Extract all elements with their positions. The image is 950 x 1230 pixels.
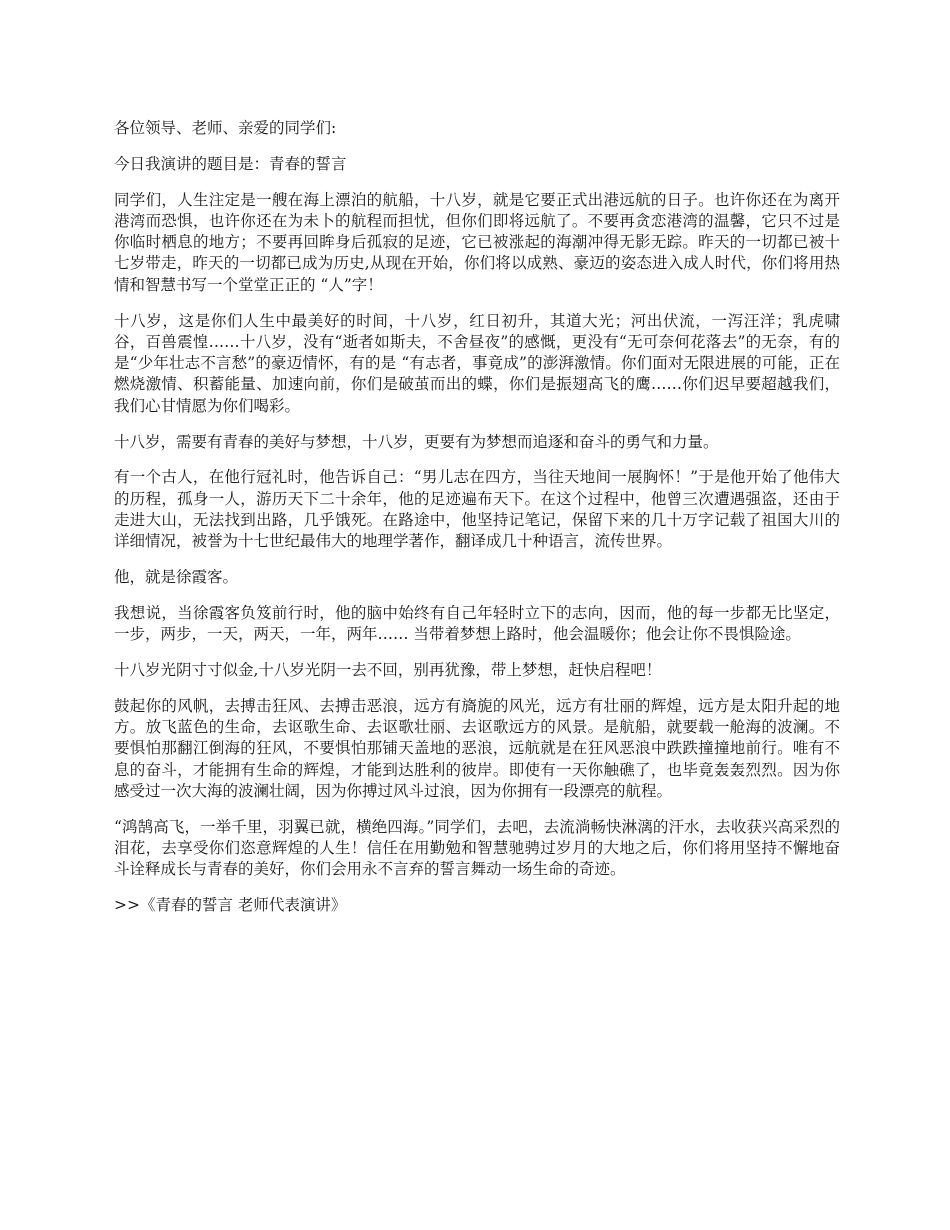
paragraph: 有一个古人，在他行冠礼时，他告诉自己：“男儿志在四方，当往天地间一展胸怀！”于是他开始了他伟大的历程，孤身一人，游历天下二十余年，他的足迹遍布天下。在这个过程中，他曾三次遭遇强盗，还由于走进大山，无法找到出路，几乎饿死。在路途中，他坚持记笔记，保留下来的几十万字记载了祖国大川的详细情况，被誉为十七世纪最伟大的地理学著作，翻译成几十种语言，流传世界。 bbox=[114, 468, 840, 551]
paragraph: 十八岁，这是你们人生中最美好的时间，十八岁，红日初升，其道大光；河出伏流，一泻汪洋；乳虎啸谷，百兽震惶……十八岁，没有“逝者如斯夫，不舍昼夜”的感慨，更没有“无可奈何花落去”的无奈，有的是“少年壮志不言愁”的豪迈情怀，有的是 “有志者，事竟成”的澎湃激情。你们面对无限进展的可能，正在燃烧激情、积蓄能量、加速向前，你们是破茧而出的蝶，你们是振翅高飞的鹰……你们迟早要超越我们，我们心甘情愿为你们喝彩。 bbox=[114, 311, 840, 415]
salutation: 各位领导、老师、亲爱的同学们: bbox=[114, 119, 337, 137]
paragraph: 他，就是徐霞客。 bbox=[114, 568, 239, 587]
document-body bbox=[114, 118, 840, 916]
paragraph: “鸿鹄高飞，一举千里，羽翼已就，横绝四海。”同学们，去吧，去流淌畅快淋漓的汗水，去收获兴高采烈的泪花，去享受你们恣意辉煌的人生！信任在用勤勉和智慧驰骋过岁月的大地之后，你们将用坚持不懈地奋斗诠释成长与青春的美好，你们会用永不言弃的誓言舞动一场生命的奇迹。 bbox=[114, 817, 840, 879]
paragraph: 鼓起你的风帆，去搏击狂风、去搏击恶浪，远方有旖旎的风光，远方有壮丽的辉煌，远方是太阳升起的地方。放飞蓝色的生命，去讴歌生命、去讴歌壮丽、去讴歌远方的风景。是航船，就要载一舱海的波澜。不要惧怕那翻江倒海的狂风，不要惧怕那铺天盖地的恶浪，远航就是在狂风恶浪中跌跌撞撞地前行。唯有不息的奋斗，才能拥有生命的辉煌，才能到达胜利的彼岸。即使有一天你触礁了，也毕竟轰轰烈烈。因为你感受过一次大海的波澜壮阔，因为你搏过风斗过浪，因为你拥有一段漂亮的航程。 bbox=[114, 696, 840, 800]
speech-topic: 今日我演讲的题目是：青春的誓言 bbox=[114, 154, 347, 173]
paragraph: 同学们，人生注定是一艘在海上漂泊的航船，十八岁，就是它要正式出港远航的日子。也许你还在为离开港湾而恐惧，也许你还在为未卜的航程而担忧，但你们即将远航了。不要再贪恋港湾的温馨，它只不过是你临时栖息的地方；不要再回眸身后孤寂的足迹，它已被涨起的海潮冲得无影无踪。昨天的一切都已被十七岁带走，昨天的一切都已成为历史,从现在开始，你们将以成熟、豪迈的姿态进入成人时代，你们将用热情和智慧书写一个堂堂正正的 “人”字！ bbox=[114, 190, 840, 294]
paragraph: 十八岁光阴寸寸似金,十八岁光阴一去不回，别再犹豫，带上梦想，赶快启程吧！ bbox=[114, 660, 662, 679]
paragraph: 我想说，当徐霞客负笈前行时，他的脑中始终有自己年轻时立下的志向，因而，他的每一步都无比坚定，一步，两步，一天，两天，一年，两年…… 当带着梦想上路时，他会温暖你；他会让你不畏惧险途。 bbox=[114, 603, 840, 644]
paragraph: 十八岁，需要有青春的美好与梦想，十八岁，更要有为梦想而追逐和奋斗的勇气和力量。 bbox=[114, 432, 719, 451]
related-article-link[interactable]: >>《青春的誓言 老师代表演讲》 bbox=[114, 896, 347, 915]
